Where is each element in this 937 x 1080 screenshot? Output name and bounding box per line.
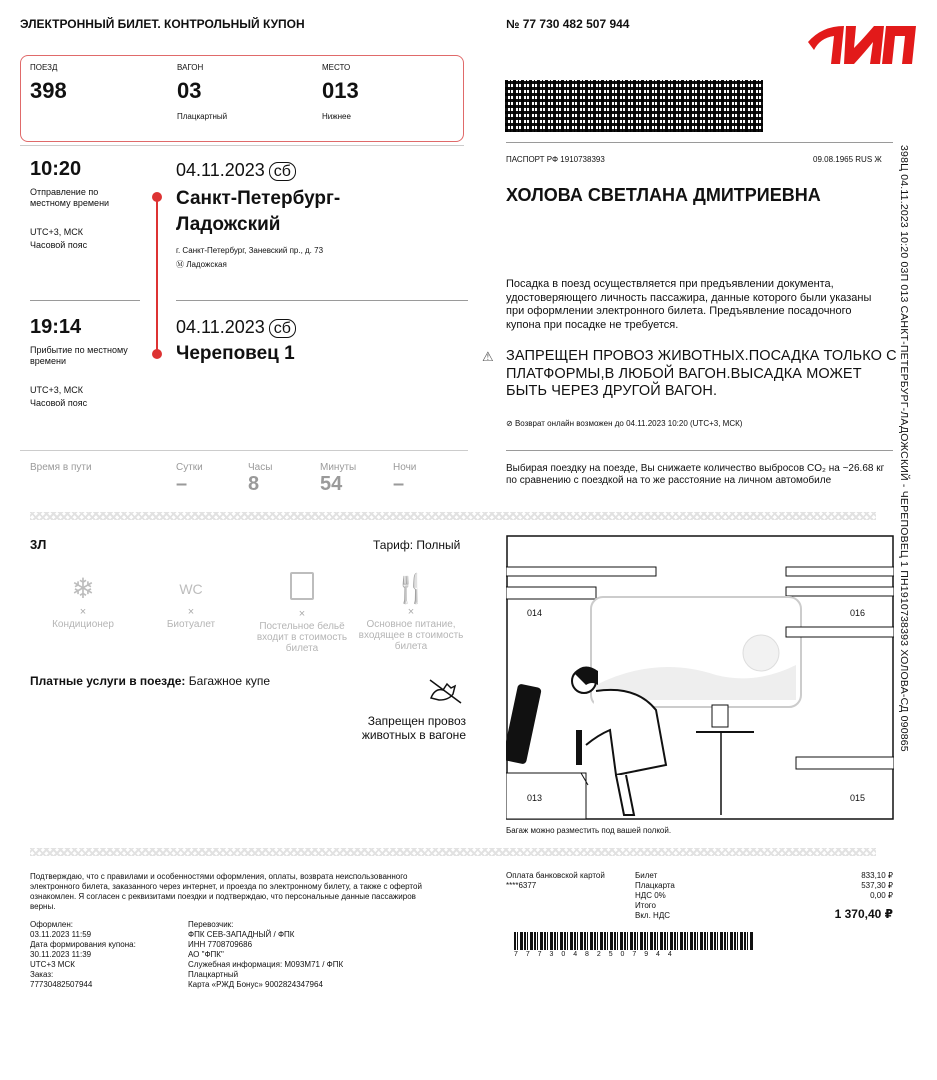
paid-services: Платные услуги в поезде: Багажное купе xyxy=(30,674,270,688)
tariff: Тариф: Полный xyxy=(373,538,461,552)
ticket-number: № 77 730 482 507 944 xyxy=(506,17,630,31)
total-price: 1 370,40 ₽ xyxy=(834,907,893,921)
seat-number: 013 xyxy=(322,78,359,103)
car-label: ВАГОН xyxy=(177,63,204,72)
hours-label: Часы xyxy=(248,462,273,473)
warning-icon: ⚠ xyxy=(482,349,494,364)
linear-barcode xyxy=(514,932,754,950)
arrival-tz-label: Часовой пояс xyxy=(30,398,88,408)
boarding-note: Посадка в поезд осуществляется при предъявлении документа, удостоверяющего личность пассажира, данные которого были указаны при оформлении электронного билета. Предъявление посадочного купона при посадке не требуется. xyxy=(506,278,872,331)
passenger-name: ХОЛОВА СВЕТЛАНА ДМИТРИЕВНА xyxy=(506,185,821,205)
carrier-info: Перевозчик: ФПК СЕВ-ЗАПАДНЫЙ / ФПК ИНН 7708709686 АО "ФПК" Служебная информация: М093М71 / ФПК Плацкартный Карта «РЖД Бонус» 9002824347964 xyxy=(188,920,344,989)
refund-icon: ⊘ xyxy=(506,419,515,428)
departure-station: Санкт-Петербург-Ладожский xyxy=(176,188,341,235)
barcode-number: 7 7 7 3 0 4 8 2 5 0 7 9 4 4 xyxy=(514,951,675,958)
issue-info: Оформлен: 03.11.2023 11:59 Дата формирования купона: 30.11.2023 11:39 UTC+3 МСК Заказ: 77730482507944 xyxy=(30,920,136,989)
arrival-station: Череповец 1 xyxy=(176,343,295,364)
seat-013: 013 xyxy=(527,793,543,803)
days-value: – xyxy=(176,473,188,495)
price-labels: Билет Плацкарта НДС 0% Итого Вкл. НДС xyxy=(635,871,675,920)
eco-note: Выбирая поездку на поезде, Вы снижаете количество выбросов CO₂ на ~26.68 кг по сравнению с поездкой на то же расстояние на личном автомобиле xyxy=(506,463,885,486)
departure-weekday: сб xyxy=(269,162,296,181)
service-meal: 🍴 × Основное питание, входящее в стоимость билета xyxy=(356,572,466,652)
agreement-text: Подтверждаю, что с правилами и особенностями оформления, оплаты, возврата неиспользованного электронного билета, заказанного через интернет, и проезда по электронному билету, а также с офертой ознакомлен. Я согласен с реквизитами поездки и подтверждаю, что персональные данные пассажиров верны. xyxy=(30,872,422,911)
seat-label: МЕСТО xyxy=(322,63,351,72)
arrival-tz: UTC+3, МСК xyxy=(30,385,83,395)
service-aircon: ❄ × Кондиционер xyxy=(28,572,138,630)
arrival-time-note: Прибытие по местному времени xyxy=(30,345,128,366)
seat-015: 015 xyxy=(850,793,866,803)
hours-value: 8 xyxy=(248,473,260,495)
rzd-logo xyxy=(800,14,918,72)
travel-time-label: Время в пути xyxy=(30,462,92,473)
refund-note: ⊘ Возврат онлайн возможен до 04.11.2023 10:20 (UTC+3, МСК) xyxy=(506,419,743,428)
minutes-value: 54 xyxy=(320,473,343,495)
departure-time-note: Отправление по местному времени xyxy=(30,187,110,208)
route-end-dot xyxy=(152,349,162,359)
service-class: 3Л xyxy=(30,537,47,552)
transport-warning: ЗАПРЕЩЕН ПРОВОЗ ЖИВОТНЫХ.ПОСАДКА ТОЛЬКО С ПЛАТФОРМЫ,В ЛЮБОЙ ВАГОН.ВЫСАДКА МОЖЕТ БЫТЬ ЧЕРЕЗ ДРУГОЙ ВАГОН. xyxy=(506,348,897,399)
metro-icon: Ⓜ xyxy=(176,260,187,269)
seat-014: 014 xyxy=(527,608,543,618)
nights-label: Ночи xyxy=(393,462,417,473)
no-pets-note: Запрещен провоз животных в вагоне xyxy=(361,714,466,742)
wc-icon: WC xyxy=(179,581,203,597)
no-pets-icon xyxy=(425,676,465,706)
qr-barcode xyxy=(505,80,763,132)
departure-time: 10:20 xyxy=(30,158,82,180)
car-number: 03 xyxy=(177,78,202,103)
departure-date: 04.11.2023 сб xyxy=(176,160,296,181)
departure-tz: UTC+3, МСК xyxy=(30,227,83,237)
departure-tz-label: Часовой пояс xyxy=(30,240,88,250)
compartment-illustration xyxy=(506,535,894,820)
days-label: Сутки xyxy=(176,462,203,473)
seat-016: 016 xyxy=(850,608,866,618)
arrival-weekday: сб xyxy=(269,319,296,338)
birth-date: 09.08.1965 RUS Ж xyxy=(813,155,882,164)
arrival-date: 04.11.2023 сб xyxy=(176,317,296,338)
nights-value: – xyxy=(393,473,405,495)
service-toilet: WC × Биотуалет xyxy=(136,572,246,630)
seat-type: Нижнее xyxy=(322,112,351,121)
departure-metro: Ⓜ Ладожская xyxy=(176,260,227,269)
luggage-caption: Багаж можно разместить под вашей полкой. xyxy=(506,826,672,835)
train-label: ПОЕЗД xyxy=(30,63,58,72)
departure-address: г. Санкт-Петербург, Заневский пр., д. 73 xyxy=(176,246,324,255)
minutes-label: Минуты xyxy=(320,462,357,473)
seat-box xyxy=(20,55,464,142)
ticket-title: ЭЛЕКТРОННЫЙ БИЛЕТ. КОНТРОЛЬНЫЙ КУПОН xyxy=(20,17,305,31)
train-number: 398 xyxy=(30,78,67,103)
arrival-time: 19:14 xyxy=(30,316,82,338)
snowflake-icon: ❄ xyxy=(71,573,95,604)
service-bedding: × Постельное бельё входит в стоимость билета xyxy=(247,572,357,654)
meal-icon: 🍴 xyxy=(393,573,429,604)
passport-number: ПАСПОРТ РФ 1910738393 xyxy=(506,155,605,164)
price-values: 833,10 ₽ 537,30 ₽ 0,00 ₽ xyxy=(861,871,893,900)
payment-method: Оплата банковской картой ****6377 xyxy=(506,871,605,890)
route-start-dot xyxy=(152,192,162,202)
route-line xyxy=(156,196,158,356)
car-type: Плацкартный xyxy=(177,112,228,121)
bedding-icon xyxy=(247,572,357,608)
vertical-ticket-code: 398Ц 04.11.2023 10:20 03П 013 САНКТ-ПЕТЕРБУРГ-ЛАДОЖСКИЙ - ЧЕРЕПОВЕЦ 1 ПН1910738393 ХОЛОВА-СД 090865 xyxy=(898,145,910,752)
